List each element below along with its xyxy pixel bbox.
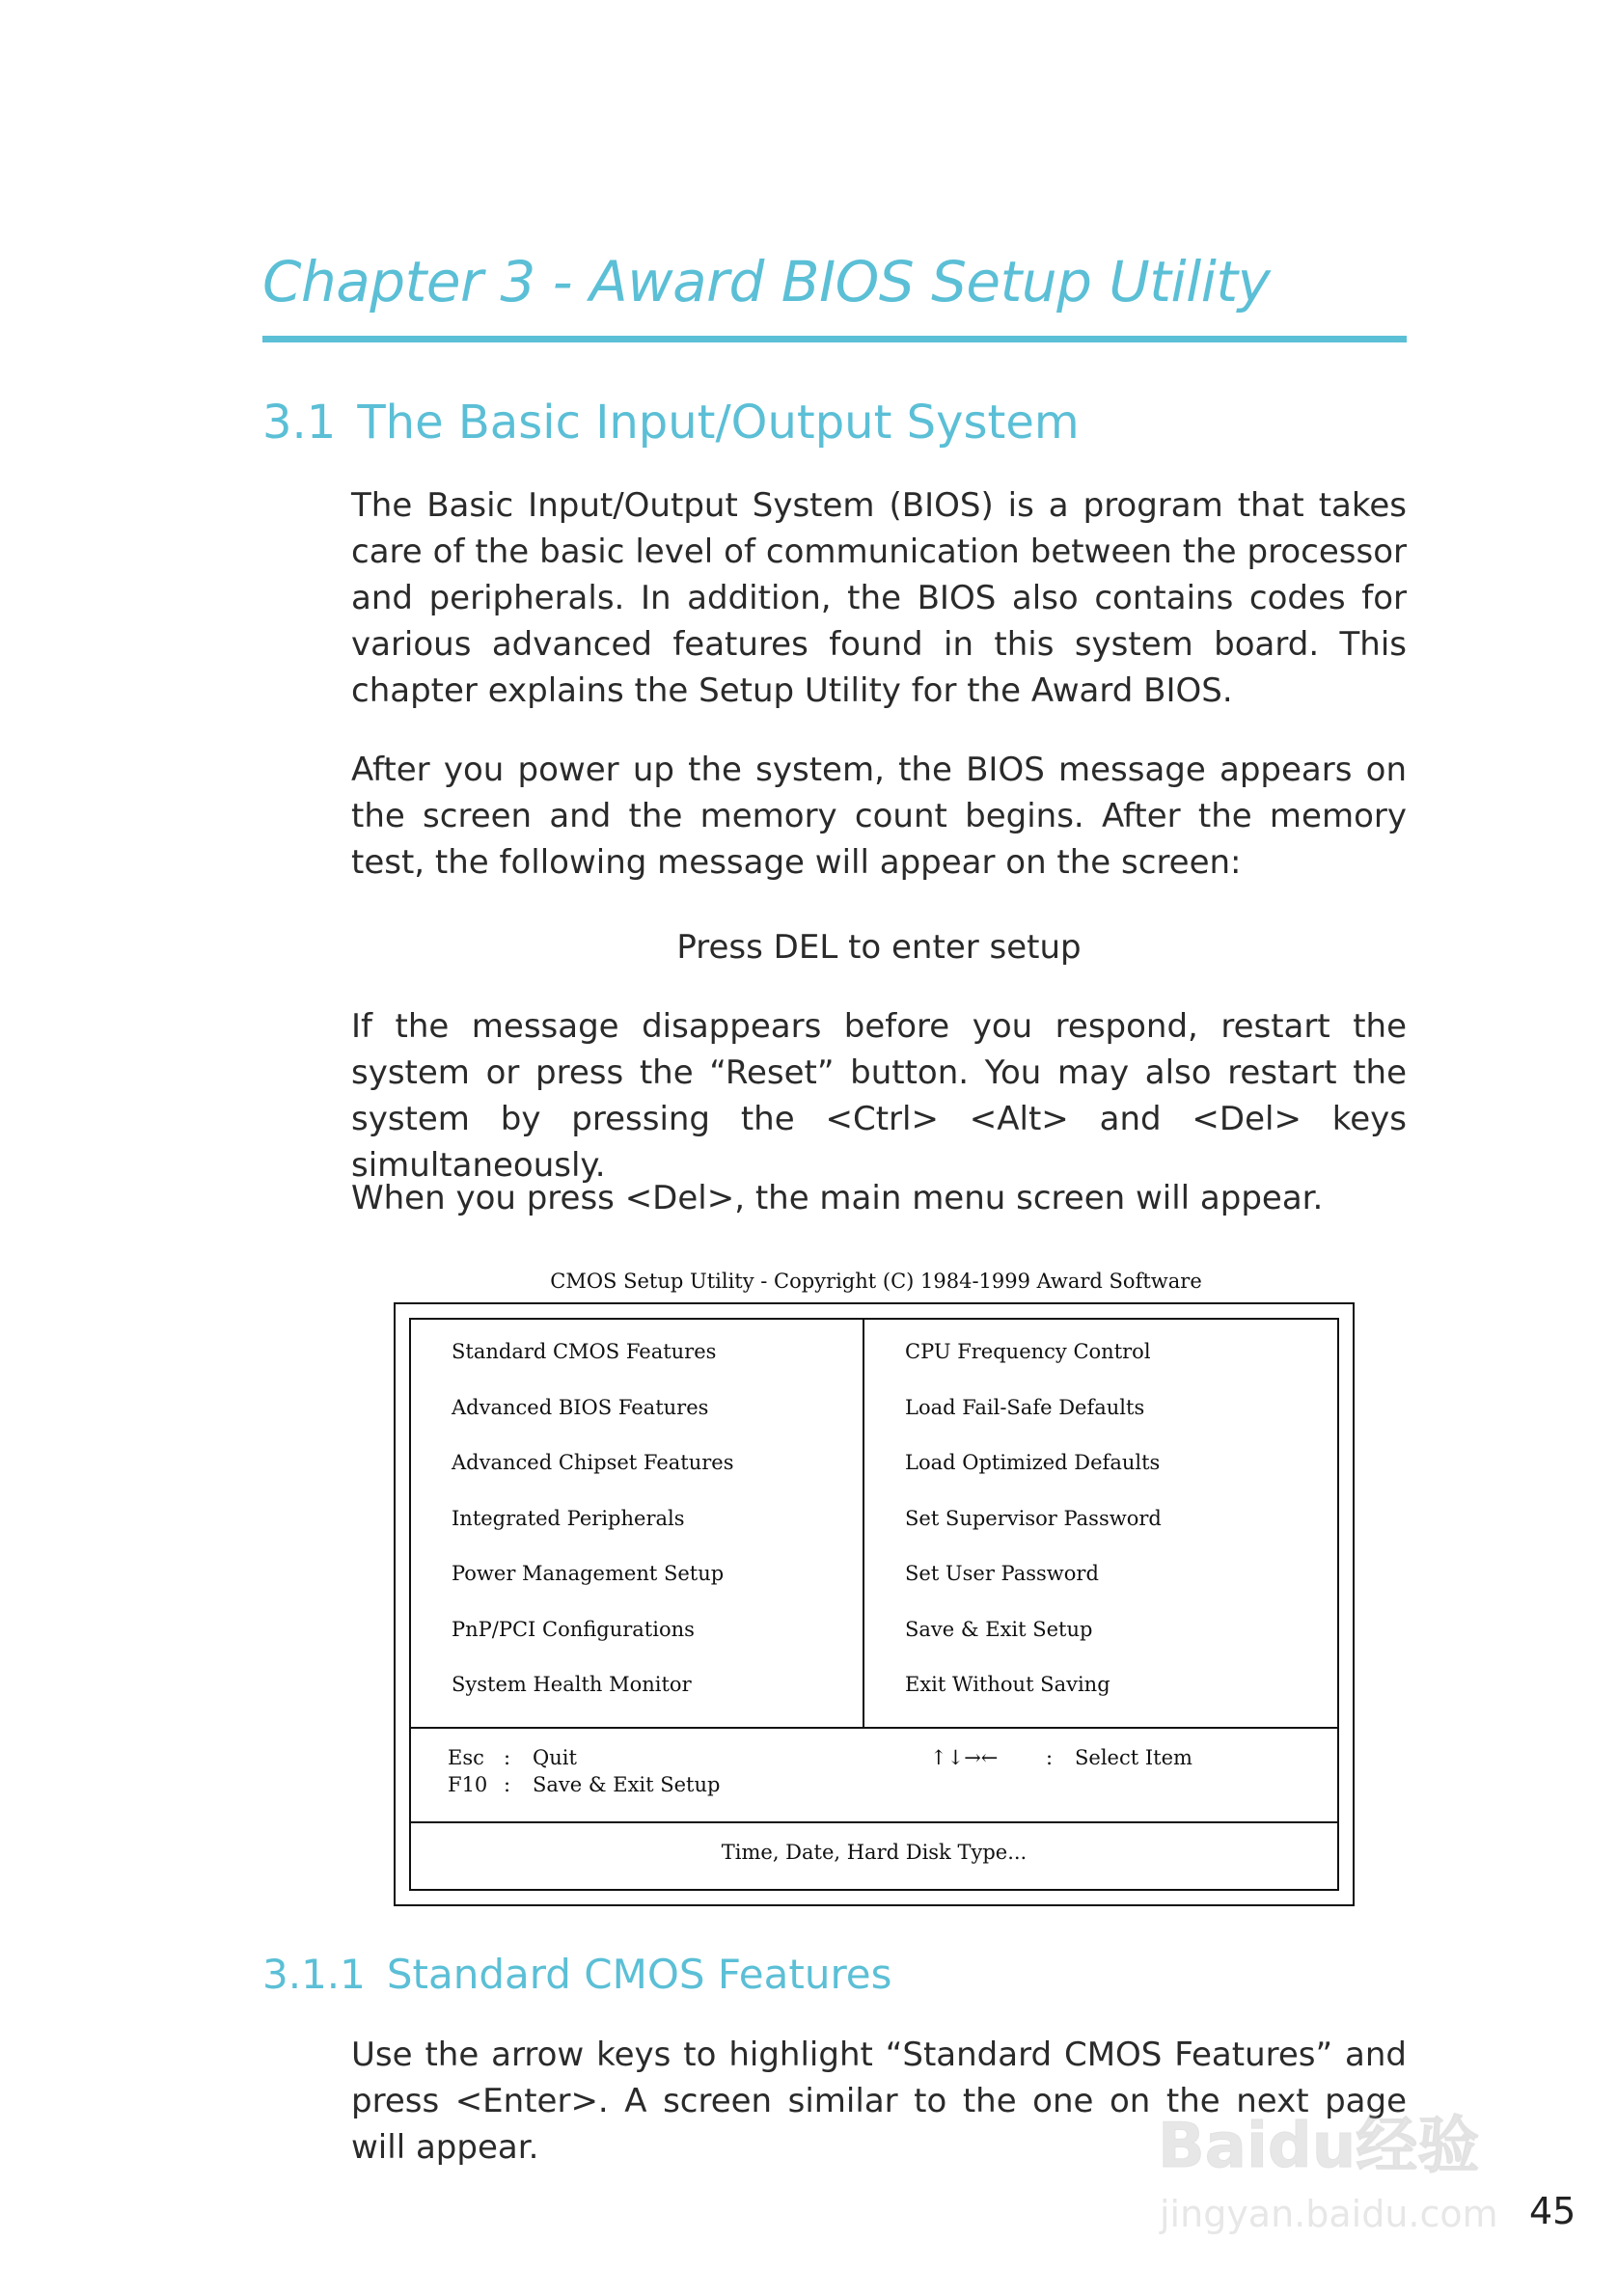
key-row-arrows: [930, 1746, 1192, 1769]
key-f10-action: Save & Exit Setup: [533, 1773, 721, 1796]
bios-key-divider: [411, 1727, 1337, 1729]
menu-item-pnp-pci: PnP/PCI Configurations: [452, 1617, 695, 1641]
subsection-number: 3.1.1: [262, 1951, 366, 1998]
paragraph-bios-intro: The Basic Input/Output System (BIOS) is a program that takes care of the basic level of communication between the processor and peripherals. In addition, the BIOS also contains codes for various advanced features found in this system board. This chapter explains the Setup Utility for the Award BIOS.: [351, 486, 1407, 710]
menu-item-save-exit: Save & Exit Setup: [905, 1617, 1093, 1641]
subsection-title: Standard CMOS Features: [386, 1951, 892, 1998]
page-number: 45: [1529, 2190, 1576, 2232]
section-heading: [262, 396, 1080, 450]
bios-menu-left: [452, 1337, 733, 1726]
subsection-heading: [262, 1951, 892, 1998]
key-f10: F10: [448, 1773, 488, 1796]
bios-screen: [394, 1302, 1355, 1906]
menu-item-exit-no-save: Exit Without Saving: [905, 1673, 1110, 1696]
key-esc: Esc: [448, 1746, 484, 1769]
arrow-keys-icon: ↑↓→←: [930, 1746, 999, 1769]
menu-item-cpu-frequency: CPU Frequency Control: [905, 1340, 1151, 1363]
paragraph-power-up: After you power up the system, the BIOS message appears on the screen and the memory count begins. After the memory test, the following message will appear on the screen:: [351, 751, 1407, 882]
bios-caption: CMOS Setup Utility - Copyright (C) 1984-1999 Award Software: [550, 1270, 1202, 1293]
bios-status-line: Time, Date, Hard Disk Type...: [721, 1841, 1028, 1864]
menu-item-load-optimized: Load Optimized Defaults: [905, 1451, 1161, 1474]
menu-item-advanced-chipset: Advanced Chipset Features: [452, 1451, 734, 1474]
section-title: The Basic Input/Output System: [357, 396, 1080, 450]
bios-column-divider: [863, 1320, 864, 1727]
key-colon: :: [1046, 1746, 1054, 1769]
key-arrows-action: Select Item: [1075, 1746, 1192, 1769]
paragraph-standard-cmos: Use the arrow keys to highlight “Standard CMOS Features” and press <Enter>. A screen similar to the one on the next page will appear.: [351, 2036, 1407, 2167]
menu-item-health-monitor: System Health Monitor: [452, 1673, 692, 1696]
key-colon: :: [504, 1773, 511, 1796]
menu-item-load-failsafe: Load Fail-Safe Defaults: [905, 1395, 1145, 1419]
menu-item-advanced-bios: Advanced BIOS Features: [452, 1395, 709, 1419]
chapter-rule: [262, 336, 1407, 342]
key-row-esc: [448, 1746, 577, 1769]
bios-menu-right: [905, 1337, 1162, 1726]
paragraph-restart: If the message disappears before you respond, restart the system or press the “Reset” button. You may also restart the system by pressing the <Ctrl> <Alt> and <Del> keys simultaneously.: [351, 1007, 1407, 1185]
menu-item-supervisor-password: Set Supervisor Password: [905, 1506, 1162, 1530]
watermark-url-text: jingyan.baidu.com: [1160, 2193, 1498, 2235]
key-colon: :: [504, 1746, 511, 1769]
watermark-logo-text: Baidu经验: [1158, 2111, 1480, 2182]
key-row-f10: [448, 1773, 720, 1796]
key-esc-action: Quit: [533, 1746, 577, 1769]
menu-item-user-password: Set User Password: [905, 1562, 1099, 1585]
menu-item-power-management: Power Management Setup: [452, 1562, 725, 1585]
press-del-message: Press DEL to enter setup: [676, 928, 1082, 967]
bios-screen-inner: [409, 1318, 1339, 1891]
chapter-title: Chapter 3 - Award BIOS Setup Utility: [262, 249, 1271, 314]
menu-item-standard-cmos: Standard CMOS Features: [452, 1340, 717, 1363]
paragraph-main-menu: When you press <Del>, the main menu screen will appear.: [351, 1179, 1324, 1217]
bios-status-divider: [411, 1821, 1337, 1823]
section-number: 3.1: [262, 396, 337, 450]
menu-item-integrated-peripherals: Integrated Peripherals: [452, 1506, 685, 1530]
